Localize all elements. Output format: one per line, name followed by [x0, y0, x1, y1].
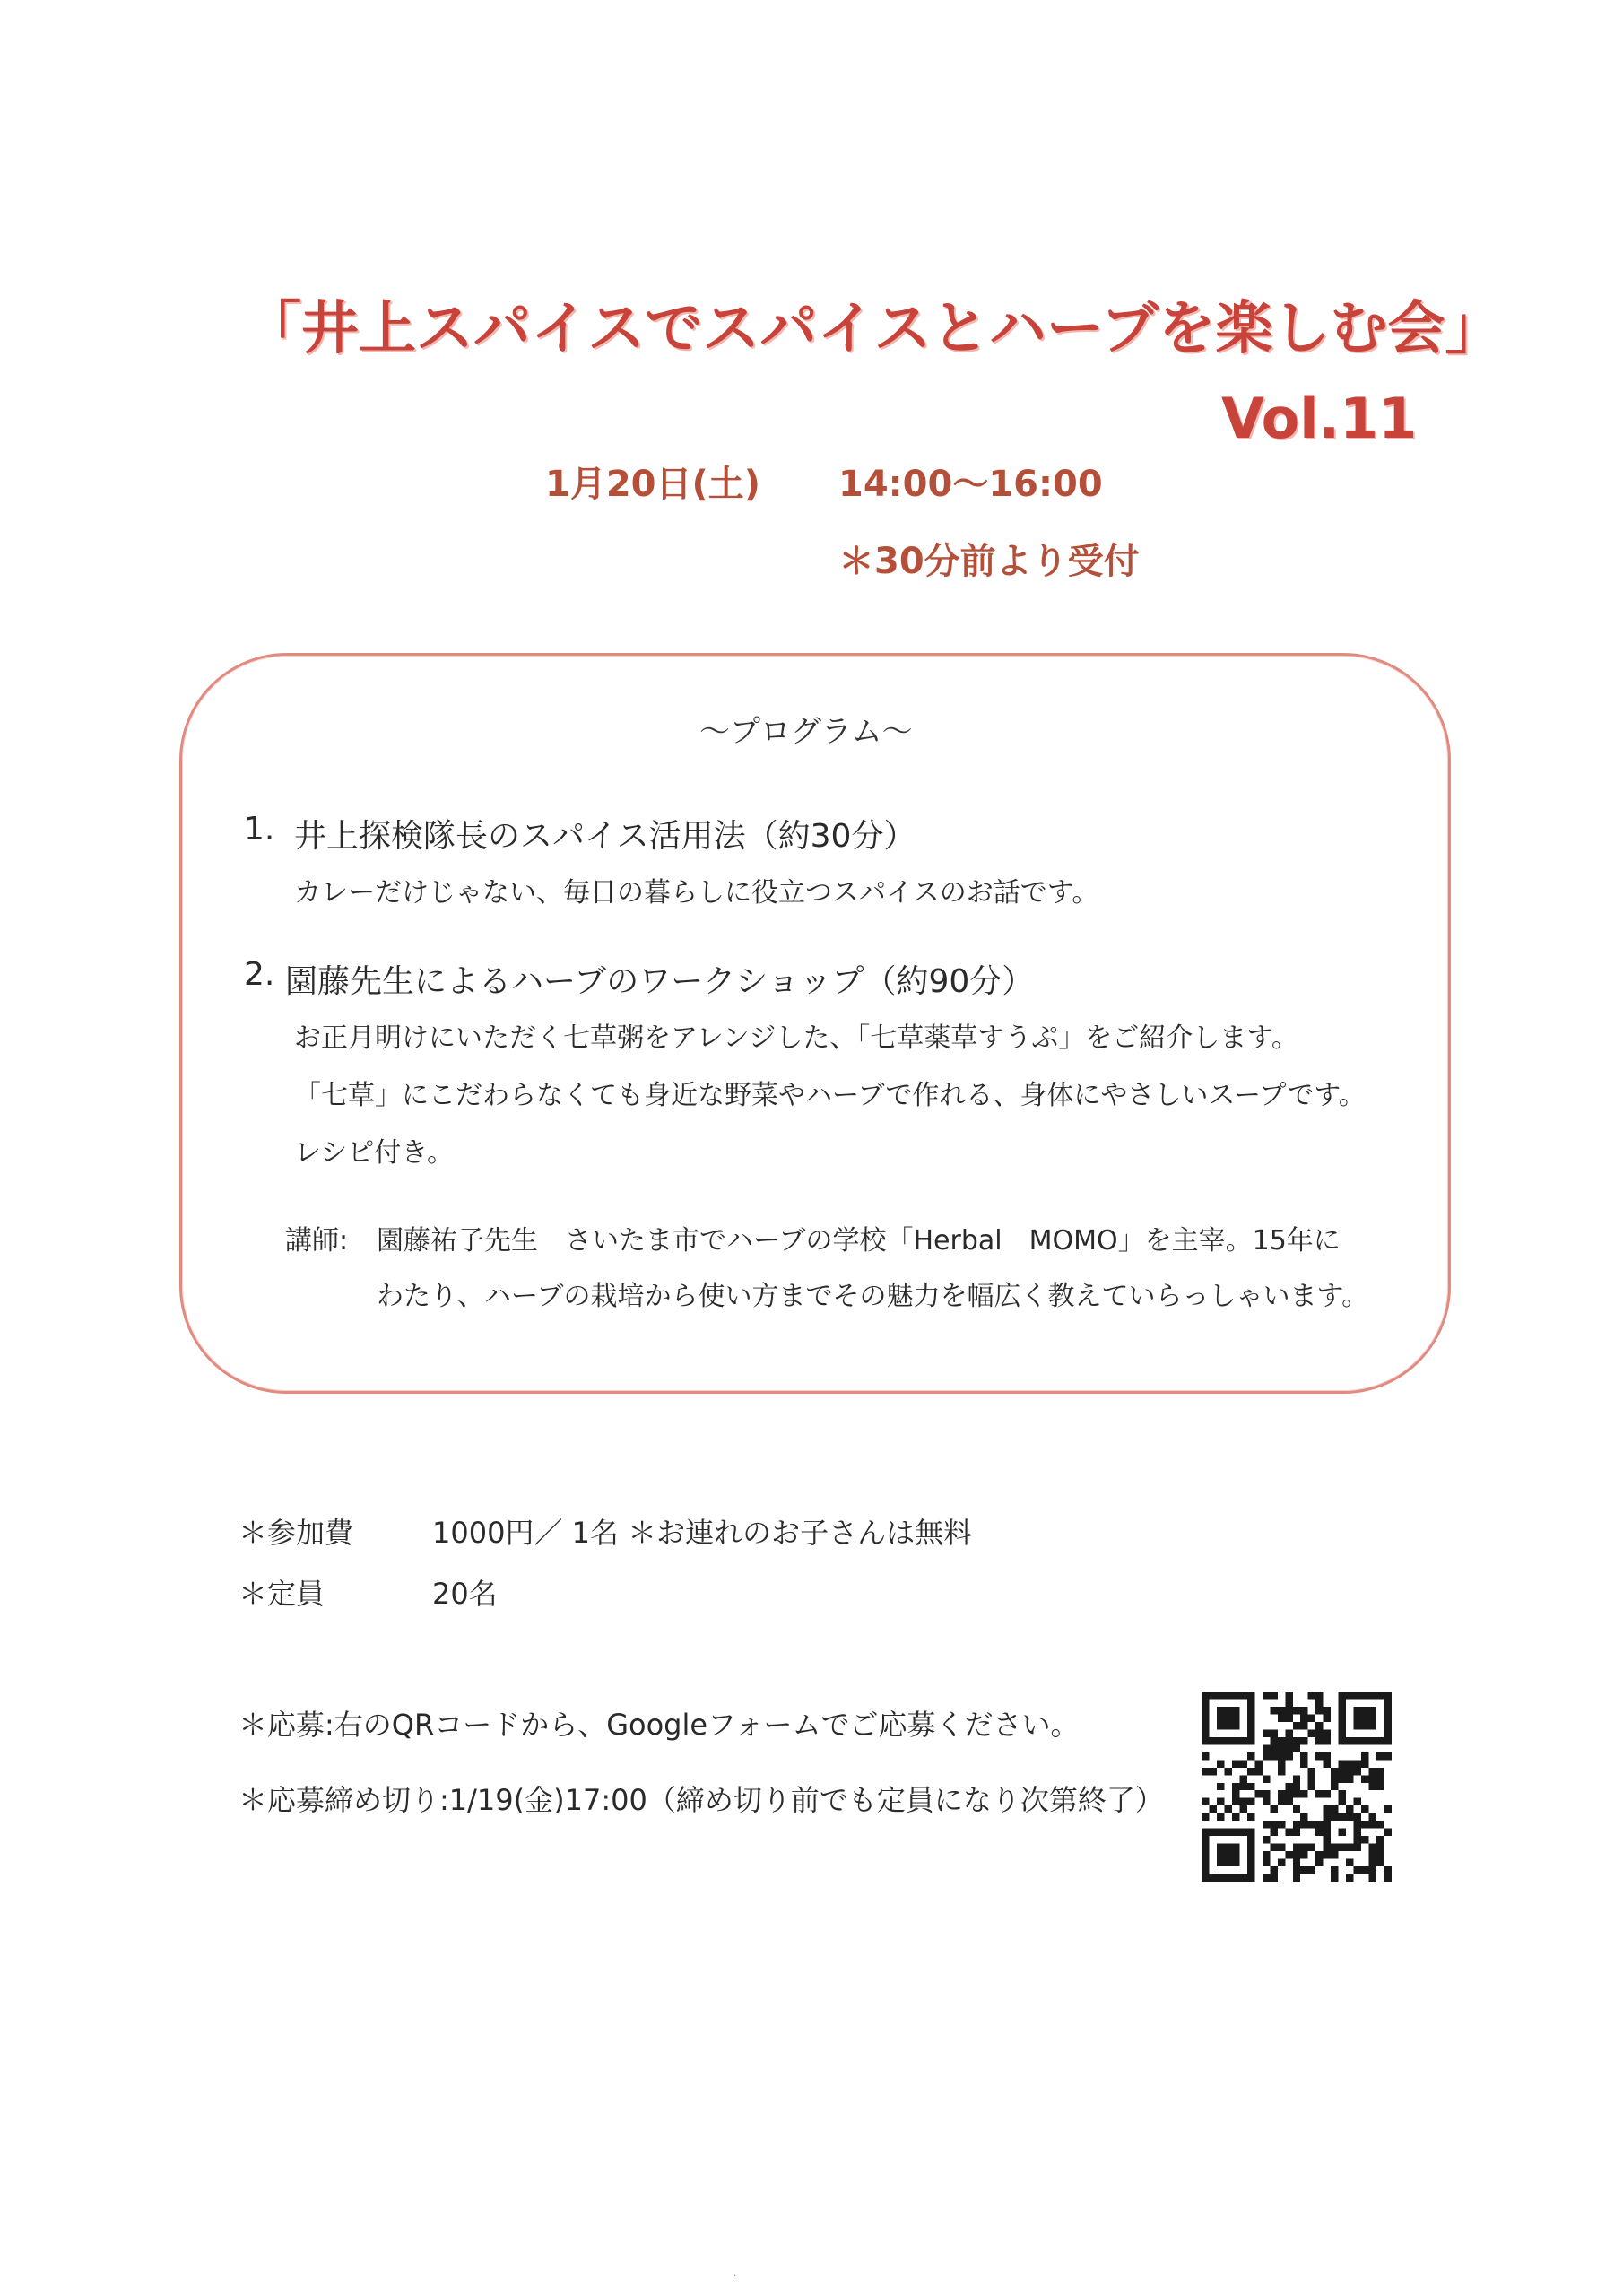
- program-item-2-number: 2.: [244, 956, 275, 993]
- program-item-2-description-line: レシピ付き。: [294, 1137, 455, 1169]
- capacity-label: ＊定員: [239, 1577, 325, 1611]
- qr-code-icon[interactable]: [1202, 1692, 1392, 1882]
- program-item-1-title: 井上探検隊長のスパイス活用法（約30分）: [294, 818, 916, 855]
- application-info: ＊応募:右のQRコードから、Googleフォームでご応募ください。: [239, 1708, 1080, 1742]
- program-item-2-title: 園藤先生によるハーブのワークショップ（約90分）: [285, 963, 1035, 1000]
- capacity-value: 20名: [432, 1577, 498, 1611]
- lecturer-bio-line: 園藤祐子先生 さいたま市でハーブの学校「Herbal MOMO」を主宰。15年に: [377, 1225, 1341, 1257]
- volume-number: Vol.11: [1221, 386, 1418, 451]
- event-date: 1月20日(土): [545, 464, 761, 505]
- page-mark: .: [733, 2269, 737, 2279]
- lecturer-label: 講師:: [285, 1225, 349, 1257]
- fee-label: ＊参加費: [239, 1516, 354, 1550]
- program-heading: 〜プログラム〜: [699, 714, 913, 750]
- event-time: 14:00〜16:00: [838, 464, 1103, 505]
- program-item-1-description: カレーだけじゃない、毎日の暮らしに役立つスパイスのお話です。: [294, 877, 1099, 909]
- program-item-2-description-line: お正月明けにいただく七草粥をアレンジした、「七草薬草すうぷ」をご紹介します。: [294, 1022, 1298, 1054]
- fee-value: 1000円／ 1名 ＊お連れのお子さんは無料: [432, 1516, 973, 1550]
- program-item-1-number: 1.: [244, 811, 275, 848]
- application-deadline: ＊応募締め切り:1/19(金)17:00（締め切り前でも定員になり次第終了）: [239, 1783, 1164, 1817]
- event-title: 「井上スパイスでスパイスとハーブを楽しむ会」: [244, 296, 1503, 362]
- lecturer-bio-line: わたり、ハーブの栽培から使い方までその魅力を幅広く教えていらっしゃいます。: [377, 1281, 1369, 1312]
- reception-note: ＊30分前より受付: [838, 541, 1140, 582]
- program-item-2-description-line: 「七草」にこだわらなくても身近な野菜やハーブで作れる、身体にやさしいスープです。: [294, 1080, 1366, 1111]
